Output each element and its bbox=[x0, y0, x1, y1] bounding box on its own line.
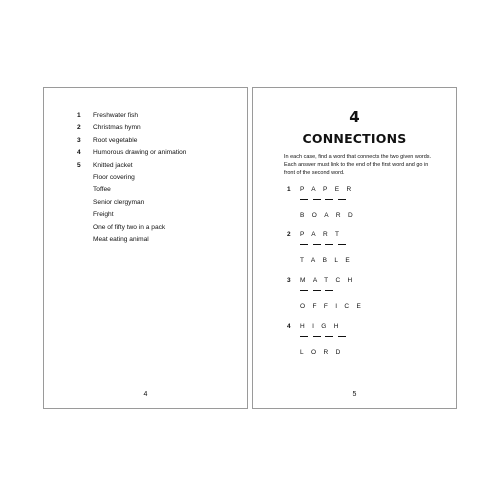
connection-number: 2 bbox=[287, 231, 291, 238]
clue-text: Root vegetable bbox=[93, 136, 138, 144]
clue-text: Senior clergyman bbox=[93, 198, 145, 206]
clue-number: 4 bbox=[77, 149, 81, 157]
connection-puzzle bbox=[253, 186, 458, 231]
first-word: MATCH bbox=[300, 277, 360, 284]
first-word: PAPER bbox=[300, 186, 359, 193]
clue-text: Christmas hymn bbox=[93, 124, 141, 132]
answer-blank[interactable] bbox=[338, 244, 346, 245]
answer-blank[interactable] bbox=[313, 199, 321, 200]
first-word: HIGH bbox=[300, 323, 346, 330]
puzzle-title: CONNECTIONS bbox=[302, 131, 407, 146]
answer-blank[interactable] bbox=[313, 336, 321, 337]
connection-puzzle bbox=[253, 231, 458, 276]
answer-blank[interactable] bbox=[313, 244, 321, 245]
clue-text: Humorous drawing or animation bbox=[93, 149, 187, 157]
second-word: BOARD bbox=[300, 212, 361, 219]
page-number-right: 5 bbox=[352, 391, 357, 398]
connection-number: 1 bbox=[287, 186, 291, 193]
clue-number: 5 bbox=[77, 161, 81, 169]
clue-text: Freshwater fish bbox=[93, 112, 139, 119]
clue-text: Meat eating animal bbox=[93, 235, 149, 243]
connection-puzzle bbox=[253, 323, 458, 368]
left-page bbox=[43, 87, 248, 409]
second-word: TABLE bbox=[300, 257, 358, 264]
right-page bbox=[252, 87, 457, 409]
puzzle-number: 4 bbox=[349, 108, 360, 126]
answer-blank[interactable] bbox=[338, 336, 346, 337]
answer-blank[interactable] bbox=[300, 290, 308, 291]
clue-text: One of fifty two in a pack bbox=[93, 223, 166, 231]
answer-blank[interactable] bbox=[300, 199, 308, 200]
answer-blank[interactable] bbox=[338, 199, 346, 200]
second-word: OFFICE bbox=[300, 303, 369, 310]
clue-number: 3 bbox=[77, 136, 81, 144]
page-number-left: 4 bbox=[143, 391, 148, 398]
connection-number: 3 bbox=[287, 277, 291, 284]
answer-blank[interactable] bbox=[325, 336, 333, 337]
answer-blank[interactable] bbox=[300, 336, 308, 337]
answer-blank[interactable] bbox=[313, 290, 321, 291]
clue-text: Floor covering bbox=[93, 173, 135, 181]
puzzle-instructions: In each case, find a word that connects the two given words. Each answer must link to the end of the first word and go in front of the second word. bbox=[284, 154, 432, 177]
second-word: LORD bbox=[300, 349, 348, 356]
answer-blank[interactable] bbox=[300, 244, 308, 245]
answer-blank[interactable] bbox=[325, 290, 333, 291]
clue-number: 2 bbox=[77, 124, 81, 132]
connection-puzzle bbox=[253, 277, 458, 322]
first-word: PART bbox=[300, 231, 347, 238]
connection-number: 4 bbox=[287, 323, 291, 330]
clue-text: Freight bbox=[93, 211, 114, 219]
clue-text: Toffee bbox=[93, 186, 111, 194]
clue-text: Knitted jacket bbox=[93, 161, 133, 169]
answer-blank[interactable] bbox=[325, 244, 333, 245]
answer-blank[interactable] bbox=[325, 199, 333, 200]
clue-number: 1 bbox=[77, 112, 81, 119]
